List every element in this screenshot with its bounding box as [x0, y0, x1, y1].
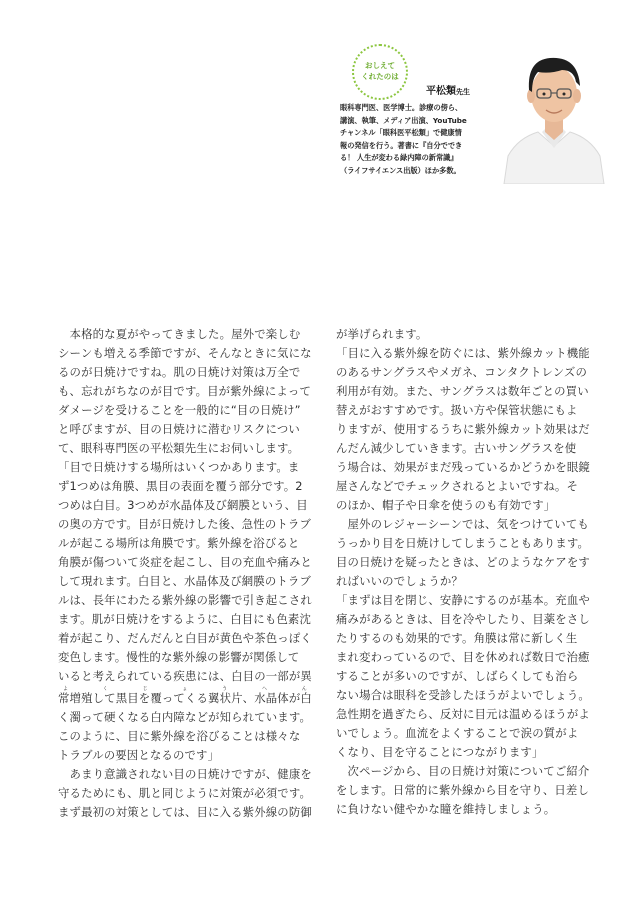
article-line: るのが日焼けですね。肌の日焼け対策は万全で	[58, 365, 301, 379]
badge-line-1: おしえて	[365, 61, 395, 71]
article-line: 角膜が傷ついて炎症を起こし、目の充血や痛みと	[58, 555, 312, 569]
author-profile	[338, 36, 610, 186]
article-line: まれ変わっているので、目を休めれば数日で治癒	[336, 650, 590, 664]
intro-badge	[352, 44, 408, 100]
article-line: のあるサングラスやメガネ、コンタクトレンズの	[336, 365, 587, 379]
article-line: 利用が有効。また、サングラスは数年ごとの買い	[336, 384, 589, 398]
article-line: 屋外のレジャーシーンでは、気をつけていても	[336, 517, 589, 531]
bio-line: 講演、執筆、メディア出演、YouTube	[340, 115, 467, 125]
bio-line: チャンネル「眼科医平松類」で健康情	[340, 128, 462, 138]
article-line: ルは、長年にわたる紫外線の影響で引き起こされ	[58, 593, 312, 607]
bio-line: 報の発信を行う。著書に『自分ででき	[340, 140, 463, 150]
article-line: 「目に入る紫外線を防ぐには、紫外線カット機能	[336, 346, 590, 360]
article-line: ます。肌が日焼けをするように、白目にも色素沈	[58, 612, 311, 626]
author-name-text: 平松類	[426, 86, 456, 97]
article-line: まず最初の対策としては、目に入る紫外線の防御	[58, 805, 312, 819]
article-line: して現れます。白目と、水晶体及び網膜のトラブ	[58, 574, 311, 588]
article-line: 急性期を過ぎたら、反対に目元は温めるほうがよ	[336, 707, 590, 721]
article-line: いると考えられている疾患には、白目の一部が異	[58, 669, 312, 683]
article-line: のほか、帽子や日傘を使うのも有効です」	[336, 498, 556, 512]
article-line: の奥の方です。目が日焼けした後、急性のトラブ	[58, 517, 311, 531]
author-name-suffix: 先生	[456, 88, 470, 96]
article-line: トラブルの要因となるのです」	[58, 748, 220, 762]
article-line: 屋さんなどでチェックされるとよいですね。そ	[336, 479, 579, 493]
author-bio	[340, 102, 498, 178]
article-line: ず1つめは角膜、黒目の表面を覆う部分です。2	[58, 479, 303, 493]
article-line: たりするのも効果的です。角膜は常に新しく生	[336, 631, 578, 645]
article-line: に負けない健やかな瞳を維持しましょう。	[336, 802, 556, 816]
article-line: ればいいのでしょうか？	[336, 574, 463, 588]
ruby-annotation	[58, 686, 312, 705]
article-line: 「目で日焼けする場所はいくつかあります。ま	[58, 460, 300, 474]
article-line: 「まずは目を閉じ、安静にするのが基本。充血や	[336, 593, 590, 607]
article-line: いでしょう。血流をよくすることで涙の質がよ	[336, 726, 579, 740]
bio-line: （ライフサイエンス出版）ほか多数。	[340, 165, 461, 175]
article-line: 着が起こり、だんだんと白目が黄色や茶色っぽく	[58, 631, 312, 645]
bio-line: る！ 人生が変わる緑内障の新常識』	[340, 153, 458, 163]
article-line: りますが、使用するうちに紫外線カット効果はだ	[336, 422, 590, 436]
article-line: することが多いのですが、しばらくしても治ら	[336, 669, 579, 683]
article-line: んだん減少していきます。古いサングラスを使	[336, 441, 577, 455]
article-line: つめは白目。3つめが水晶体及び網膜という、目	[58, 498, 308, 512]
article-line: このように、目に紫外線を浴びることは様々な	[58, 729, 301, 743]
article-line: ない場合は眼科を受診したほうがよいでしょう。	[336, 688, 590, 702]
article-line: 守るためにも、肌と同じように対策が必須です。	[58, 786, 311, 800]
article-line-ruby	[58, 686, 320, 708]
article-line: ルが起こる場所は角膜です。紫外線を浴びると	[58, 536, 300, 550]
article-line: あまり意識されない目の日焼けですが、健康を	[58, 767, 312, 781]
article-line: 常増殖して黒目を覆ってくる翼状片、水晶体が白	[58, 691, 312, 705]
article-line: が挙げられます。	[336, 327, 428, 341]
author-name	[426, 82, 470, 97]
article-column-right	[336, 325, 598, 819]
article-line: うっかり目を日焼けしてしまうこともあります。	[336, 536, 589, 550]
article-line: ダメージを受けることを一般的に“目の日焼け”	[58, 403, 301, 417]
article-column-left	[58, 325, 320, 822]
article-line: 次ページから、目の日焼け対策についてご紹介	[336, 764, 590, 778]
article-line: と呼びますが、目の日焼けに潜むリスクについ	[58, 422, 300, 436]
article-line: も、忘れがちなのが目です。目が紫外線によって	[58, 384, 311, 398]
article-line: 痛みがあるときは、目を冷やしたり、目薬をさし	[336, 612, 590, 626]
article-line: う場合は、効果がまだ残っているかどうかを眼鏡	[336, 460, 590, 474]
ruby-reading: よくじょうへん	[58, 686, 312, 692]
badge-line-2: くれたのは	[361, 72, 399, 81]
bio-line: 眼科専門医、医学博士。診療の傍ら、	[340, 103, 463, 112]
article-line: 変色します。慢性的な紫外線の影響が関係して	[58, 650, 300, 664]
article-line: シーンも増える季節ですが、そんなときに気にな	[58, 346, 312, 360]
article-line: て、眼科専門医の平松類先生にお伺いします。	[58, 441, 300, 455]
article-line: く濁って硬くなる白内障などが知られています。	[58, 710, 311, 724]
article-line: 本格的な夏がやってきました。屋外で楽しむ	[58, 327, 301, 341]
article-line: 目の日焼けを疑ったときは、どのようなケアをす	[336, 555, 590, 569]
article-line: くなり、目を守ることにつながります」	[336, 745, 544, 759]
article-line: をします。日常的に紫外線から目を守り、日差し	[336, 783, 589, 797]
article-line: 替えがおすすめです。扱い方や保管状態にもよ	[336, 403, 578, 417]
doctor-portrait-icon	[498, 36, 610, 184]
